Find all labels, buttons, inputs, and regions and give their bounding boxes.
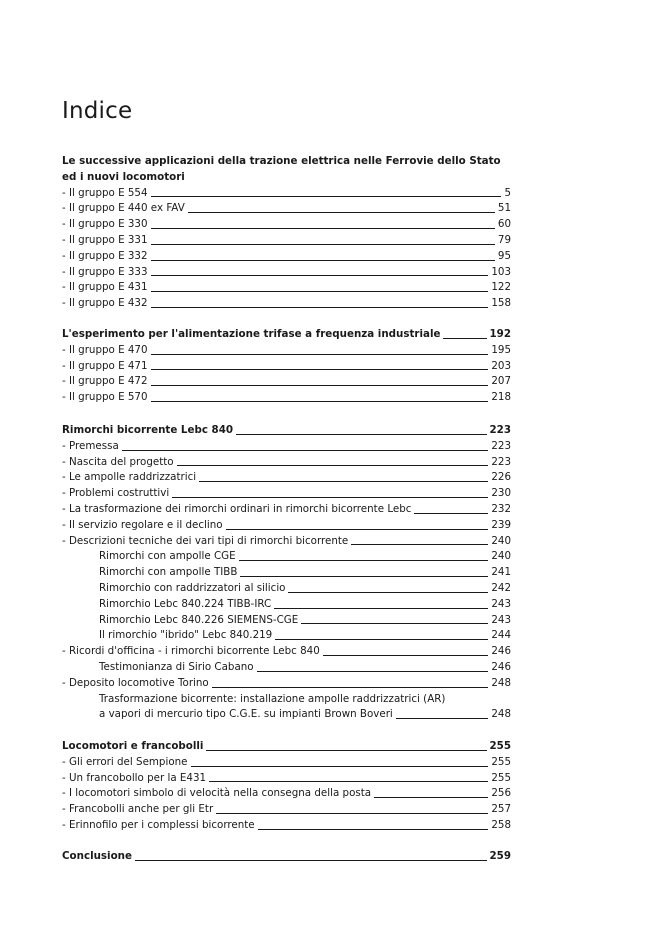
toc-leader-line [258, 829, 489, 830]
toc-page-number: 258 [491, 818, 511, 831]
toc-subentry[interactable] [62, 692, 511, 708]
toc-leader-line [236, 434, 486, 435]
toc-entry-title: Rimorchio Lebc 840.224 TIBB-IRC [99, 597, 272, 610]
toc-entry-title: L'esperimento per l'alimentazione trifase a frequenza industriale [62, 328, 441, 340]
toc-entry-title: - Il gruppo E 333 [62, 265, 148, 278]
toc-leader-line [151, 196, 502, 197]
toc-page-number: 51 [497, 202, 511, 215]
toc-entry[interactable] [62, 486, 511, 502]
toc-page-number: 255 [491, 771, 511, 784]
toc-leader-line [396, 718, 489, 719]
toc-entry-title: Trasformazione bicorrente: installazione ampolle raddrizzatrici (AR) [99, 692, 446, 705]
toc-entry[interactable] [62, 343, 511, 359]
toc-entry-title: - Gli errori del Sempione [62, 755, 188, 768]
toc-leader-line [239, 560, 489, 561]
toc-page-number: 218 [491, 391, 511, 404]
toc-section [62, 327, 511, 406]
toc-entry-title: - Le ampolle raddrizzatrici [62, 471, 197, 484]
toc-entry[interactable] [62, 233, 511, 249]
toc-entry-title: - Il gruppo E 330 [62, 218, 148, 231]
toc-leader-line [414, 513, 488, 514]
toc-leader-line [288, 592, 488, 593]
toc-page-number: 195 [491, 343, 511, 356]
toc-entry-title: ed i nuovi locomotori [62, 170, 185, 183]
toc-entry[interactable] [62, 470, 511, 486]
toc-section [62, 154, 511, 312]
toc-section [62, 739, 511, 834]
toc-page-number: 239 [491, 518, 511, 531]
toc-entry-title: - Il gruppo E 472 [62, 375, 148, 388]
toc-entry[interactable] [62, 518, 511, 534]
toc-leader-line [151, 354, 489, 355]
toc-page-number: 248 [491, 676, 511, 689]
toc-entry-title: Rimorchi con ampolle TIBB [99, 566, 238, 579]
toc-leader-line [206, 750, 486, 751]
toc-subentry[interactable] [62, 613, 511, 629]
toc-entry-title: - Il gruppo E 570 [62, 391, 148, 404]
toc-entry[interactable] [62, 201, 511, 217]
toc-page-number: 223 [491, 439, 511, 452]
toc-entry[interactable] [62, 374, 511, 390]
toc-leader-line [151, 228, 495, 229]
toc-subentry[interactable] [62, 628, 511, 644]
toc-entry-title: Rimorchi bicorrente Lebc 840 [62, 424, 234, 436]
toc-leader-line [443, 338, 486, 339]
toc-page-number: 230 [491, 487, 511, 500]
toc-page-number: 103 [491, 265, 511, 278]
toc-leader-line [135, 860, 487, 861]
toc-entry[interactable] [62, 439, 511, 455]
toc-entry[interactable] [62, 249, 511, 265]
toc-leader-line [151, 244, 495, 245]
toc-entry-title: - Il gruppo E 332 [62, 249, 148, 262]
toc-leader-line [374, 797, 488, 798]
toc-section [62, 423, 511, 723]
toc-page-number: 95 [497, 249, 511, 262]
toc-leader-line [257, 671, 489, 672]
toc-page-number: 192 [489, 328, 511, 340]
toc-entry-title: Rimorchio con raddrizzatori al silicio [99, 581, 286, 594]
toc-subentry[interactable] [62, 707, 511, 723]
toc-entry-title: - Un francobollo per la E431 [62, 771, 207, 784]
toc-page-number: 259 [489, 850, 511, 862]
toc-entry-title: Conclusione [62, 850, 132, 862]
toc-entry[interactable] [62, 771, 511, 787]
toc-leader-line [323, 655, 489, 656]
toc-heading[interactable] [62, 739, 511, 755]
toc-leader-line [216, 813, 488, 814]
toc-entry[interactable] [62, 502, 511, 518]
toc-leader-line [240, 576, 488, 577]
toc-entry-title: - La trasformazione dei rimorchi ordinari in rimorchi bicorrente Lebc [62, 502, 412, 515]
toc-entry[interactable] [62, 280, 511, 296]
toc-page-number: 248 [491, 708, 511, 721]
toc-page-number: 223 [489, 424, 511, 436]
toc-entry-title: - Il gruppo E 470 [62, 343, 148, 356]
toc-heading[interactable] [62, 170, 511, 186]
toc-entry[interactable] [62, 676, 511, 692]
toc-leader-line [151, 369, 489, 370]
toc-entry-title: - Il gruppo E 471 [62, 359, 148, 372]
toc-entry-title: - Nascita del progetto [62, 455, 174, 468]
toc-entry-title: - Descrizioni tecniche dei vari tipi di rimorchi bicorrente [62, 534, 349, 547]
toc-page-number: 242 [491, 581, 511, 594]
toc-subentry[interactable] [62, 565, 511, 581]
toc-entry-title: - Il gruppo E 431 [62, 281, 148, 294]
toc-page-number: 203 [491, 359, 511, 372]
toc-page-number: 255 [489, 740, 511, 752]
toc-page-number: 223 [491, 455, 511, 468]
toc-page-number: 240 [491, 550, 511, 563]
toc-page-number: 240 [491, 534, 511, 547]
toc-leader-line [122, 450, 489, 451]
toc-page-number: 207 [491, 375, 511, 388]
toc-page-number: 244 [491, 629, 511, 642]
toc-heading[interactable] [62, 154, 511, 170]
toc-page-number: 243 [491, 613, 511, 626]
toc-entry[interactable] [62, 390, 511, 406]
toc-entry-title: a vapori di mercurio tipo C.G.E. su impianti Brown Boveri [99, 708, 393, 721]
toc-entry-title: Testimonianza di Sirio Cabano [99, 660, 254, 673]
toc-page-number: 232 [491, 502, 511, 515]
toc-entry-title: - Problemi costruttivi [62, 487, 170, 500]
toc-entry-title: - Il gruppo E 440 ex FAV [62, 202, 185, 215]
toc-leader-line [151, 260, 495, 261]
toc-page-number: 246 [491, 645, 511, 658]
toc-page-number: 255 [491, 755, 511, 768]
toc-entry-title: - Ricordi d'officina - i rimorchi bicorrente Lebc 840 [62, 645, 320, 658]
toc-page-number: 122 [491, 281, 511, 294]
toc-entry-title: Rimorchio Lebc 840.226 SIEMENS-CGE [99, 613, 299, 626]
toc-subentry[interactable] [62, 660, 511, 676]
toc-heading[interactable] [62, 423, 511, 439]
toc-leader-line [274, 608, 488, 609]
toc-page-number: 79 [497, 233, 511, 246]
toc-entry-title: - Il gruppo E 331 [62, 233, 148, 246]
toc-leader-line [151, 275, 489, 276]
toc-entry[interactable] [62, 644, 511, 660]
toc-leader-line [275, 639, 488, 640]
toc-leader-line [199, 481, 488, 482]
toc-page-number: 158 [491, 297, 511, 310]
toc-leader-line [212, 687, 489, 688]
toc-page-number: 241 [491, 566, 511, 579]
toc-entry-title: - Premessa [62, 439, 119, 452]
toc-entry[interactable] [62, 296, 511, 312]
page-title: Indice [62, 98, 133, 124]
toc-page-number: 226 [491, 471, 511, 484]
toc-page-number: 243 [491, 597, 511, 610]
toc-entry[interactable] [62, 455, 511, 471]
toc-leader-line [226, 529, 489, 530]
toc-leader-line [151, 401, 489, 402]
toc-page-number: 256 [491, 787, 511, 800]
toc-page-number: 257 [491, 803, 511, 816]
toc-leader-line [191, 766, 489, 767]
toc-subentry[interactable] [62, 549, 511, 565]
toc-leader-line [301, 623, 488, 624]
toc-entry[interactable] [62, 534, 511, 550]
toc-entry-title: - Il servizio regolare e il declino [62, 518, 223, 531]
toc-entry-title: - I locomotori simbolo di velocità nella consegna della posta [62, 787, 372, 800]
toc-leader-line [151, 385, 489, 386]
toc-entry-title: Il rimorchio "ibrido" Lebc 840.219 [99, 629, 273, 642]
toc-page-number: 246 [491, 660, 511, 673]
toc-section [62, 849, 511, 865]
toc-entry[interactable] [62, 802, 511, 818]
toc-leader-line [172, 497, 488, 498]
toc-entry-title: Le successive applicazioni della trazione elettrica nelle Ferrovie dello Stato [62, 155, 501, 167]
toc-entry-title: Rimorchi con ampolle CGE [99, 550, 236, 563]
toc-entry[interactable] [62, 217, 511, 233]
toc-heading[interactable] [62, 327, 511, 343]
toc-page-number: 5 [504, 186, 511, 199]
toc-entry[interactable] [62, 755, 511, 771]
toc-entry-title: - Il gruppo E 432 [62, 297, 148, 310]
toc-leader-line [188, 212, 495, 213]
toc-leader-line [351, 544, 488, 545]
toc-entry-title: - Erinnofilo per i complessi bicorrente [62, 818, 255, 831]
toc-leader-line [151, 291, 489, 292]
toc-leader-line [177, 465, 489, 466]
toc-entry[interactable] [62, 359, 511, 375]
toc-subentry[interactable] [62, 597, 511, 613]
toc-entry[interactable] [62, 186, 511, 202]
toc-entry-title: Locomotori e francobolli [62, 740, 204, 752]
toc-leader-line [151, 307, 489, 308]
toc-heading[interactable] [62, 849, 511, 865]
toc-leader-line [209, 781, 488, 782]
toc-page-number: 60 [497, 218, 511, 231]
toc-entry-title: - Deposito locomotive Torino [62, 676, 209, 689]
toc-entry[interactable] [62, 818, 511, 834]
toc-entry[interactable] [62, 265, 511, 281]
toc-subentry[interactable] [62, 581, 511, 597]
toc-entry[interactable] [62, 786, 511, 802]
toc-entry-title: - Francobolli anche per gli Etr [62, 803, 214, 816]
toc-entry-title: - Il gruppo E 554 [62, 186, 148, 199]
